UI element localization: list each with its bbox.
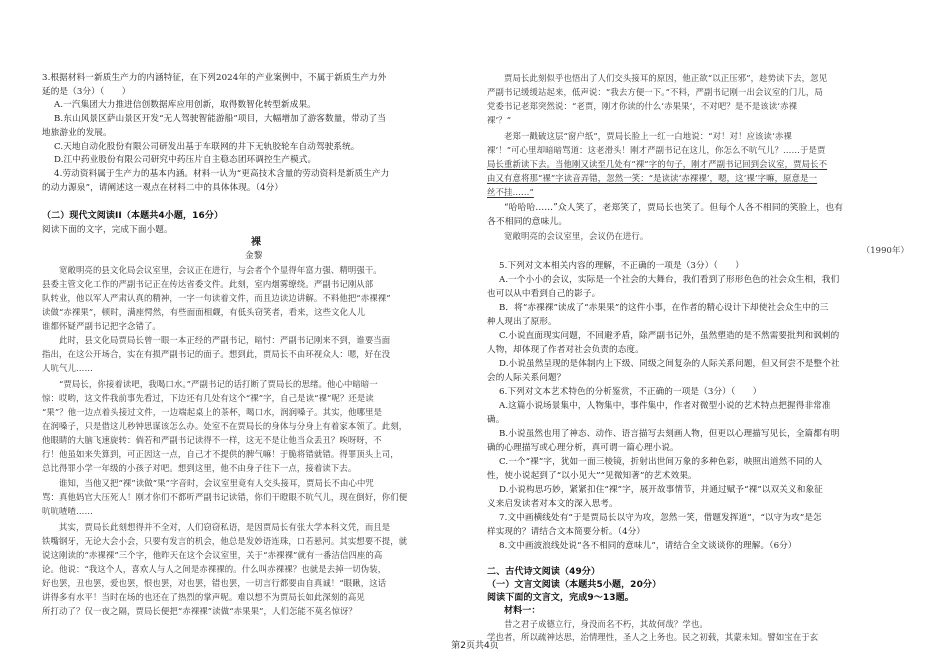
story-line: 队转业，他以军人严肃认真的精神，一字一句读着文件，而且边读边讲解。不料他把“赤裸裸” (42, 293, 391, 303)
q5-option-a: 也可以从中看到自己的影子。 (487, 289, 601, 299)
story-line: 其实，贾局长此刻想得并不全对，人们窃窃私语，是因贾局长有张大学本科文凭，而且是 (59, 522, 391, 532)
story-line: 严副书记缓缓站起来，低声说：“我去方便一下。”不料，严副书记刚一出会议室的门儿，局 (487, 87, 823, 97)
story-line: 惊：哎哟，这文件我前事先看过，下边还有几处有这个“裸”字，自己是读“裸”呢？还是读 (42, 393, 374, 403)
story-line: 行！他虽如来失算到，可正因这一点，自己才不提供的脾气嘛！于脆将错就错。得罪顶头上司， (42, 449, 399, 459)
section-instruction: 阅读下面的文字，完成下面小题。 (42, 225, 173, 235)
story-line: 县委主管文化工作的严副书记正在传达省委文件。此刻，室内烟雾缭绕。严副书记刚从部 (42, 279, 374, 289)
story-line: 指出，在这公开场合，实在有损严副书记的面子。想到此，贾局长不由环视众人：嗯，好在没 (42, 349, 391, 359)
story-line: 所打动了？仅一夜之隔，贾局长便把“赤裸裸”读做“赤果果”，人们怎能不莫名惊讶？ (42, 606, 357, 616)
story-line: 各不相同的意味儿。 (487, 217, 568, 227)
story-line: 人吭气儿…… (42, 363, 93, 373)
underlined-sentence: 由又有意将那“裸”字读音弄错，忽然一笑：“是读读‘赤裸裸’，嗯，这‘裸’字嘛，原意是一 (487, 173, 818, 183)
classical-text-line: 昔之君子成德立行，身没而名不朽，其故何哉？学也。 (504, 619, 708, 629)
story-title: 裸 (251, 237, 262, 248)
story-line: 老郑一戳破这层“窗户纸”，贾局长脸上一红一白地说：“对！对！应该读‘赤裸 (504, 131, 792, 141)
q6-option-d: 义来启发读者对本文的深入思考。 (487, 499, 618, 509)
q6-option-c: 性，使小说起到了“以小见大”“见微知著”的艺术效果。 (487, 471, 697, 481)
story-line: 党委书记老郑突然说：“老贾，刚才你读的什么‘赤果果’，不对吧？是不是该读‘赤裸 (487, 101, 798, 111)
story-author: 金黎 (245, 251, 263, 261)
story-line: 他眼睛的大脑飞速旋转：倘若和严副书记读得不一样，这无不是让他当众丢丑？唉呀呀，不 (42, 435, 382, 445)
q5-option-b: B．将“赤裸裸”读成了“赤果果”的这件小事，在作者的精心设计下却使社会众生中的三 (499, 303, 829, 313)
story-line: 谁知，当他又把“裸”读做“果”字音时，会议室里竟有人交头接耳，贾局长不由心中咒 (59, 478, 374, 488)
q5-stem: 5.下列对文本相关内容的理解，不正确的一项是（3分）（ ） (499, 261, 744, 271)
q7-stem: 7.文中画横线处有“于是贾局长以守为攻，忽然一笑，借题发挥道”，“以守为攻”是怎 (499, 513, 822, 523)
q6-option-b: B.小说虽然也用了神态、动作、语言描写去刻画人物，但更以心理描写见长，全篇都有明 (499, 429, 840, 439)
q3-stem: 3.根据材料一新质生产力的内涵特征，在下列2024年的产业案例中，不属于新质生产力外 (42, 73, 387, 83)
q4-stem: 4.劳动资料属于生产力的基本内涵。材料一认为“更高技术含量的劳动资料是新质生产力 (54, 169, 390, 179)
q4-stem: 的动力源泉”，请阐述这一观点在材料二中的具体体现。（4分） (42, 183, 284, 193)
section-heading: （二）现代文阅读II（本题共4小题，16分） (42, 211, 224, 221)
story-line: 在润嗓子，只是借这儿秒钟思谋该怎么办。处室不在贾局长的身体与分身上有着家本领了。此刻， (42, 421, 408, 431)
q5-option-d: D.小说虽然呈现的是体制内上下级、同级之间复杂的人际关系问题，但又何尝不是整个社 (499, 359, 840, 369)
story-line: 谁都怀疑严副书记把字念错了。 (42, 321, 161, 331)
q3-option-c: C.天地自动化股份有限公司研发出基于车联网的井下无轨胶轮车自动驾驶系统。 (54, 142, 360, 152)
story-line: 裸’？” (487, 115, 512, 125)
q3-option-b: 地旅游业的发展。 (42, 128, 112, 138)
story-line: “果”？他一边点着头接过文件，一边端起桌上的茶杯，喝口水，润润嗓子。其实，他哪里是 (42, 407, 383, 417)
q3-option-d: D.江中药业股份有限公司研究中药压片自主稳态团环调控生产模式。 (54, 155, 317, 165)
section-subheading: （一）文言文阅读（本题共5小题，20分） (487, 580, 662, 590)
story-line: 贾局长此刻似乎也悟出了人们交头接耳的原因，他正欲“以正压邪”，趁势读下去，忽见 (504, 73, 828, 83)
q6-option-a: 确。 (487, 415, 505, 425)
story-line: 宽敞明亮的会议室里，会议仍在进行。 (504, 231, 649, 241)
classical-text-line: 学也者，所以疏神达思，治情理性，圣人之上务也。民之初载，其蒙未知。譬如宝在于玄 (487, 632, 819, 642)
section-heading: 二、古代诗文阅读（49分） (487, 567, 601, 577)
q8-stem: 8.文中画波浪线处说“各不相同的意味儿”，请结合全文谈谈你的理解。（6分） (499, 541, 797, 551)
q5-option-a: A.一个小小的会议，实际是一个社会的大舞台，我们看到了形形色色的社会众生相，我们 (499, 275, 840, 285)
story-year: （1990年） (861, 245, 909, 255)
q6-option-b: 确的心理描写或心理分析，真可谓一篇心理小说。 (487, 443, 679, 453)
story-line: 总比得罪小学一年级的小孩子对吧。想到这里，他不由身子往下一点，接着读下去。 (42, 463, 357, 473)
story-line: 读做“赤裸果”，顿时，满座愕然，有些面面相觑，有低头窃笑者，看来，这些文化人儿 (42, 307, 366, 317)
story-line: 好也罢，丑也罢，爱也罢，恨也罢，对也罢，错也罢，一切言行都要由自真诚！”眼瞅，这话 (42, 578, 387, 588)
q6-option-a: A.这篇小说场景集中，人物集中，事件集中，作者对微型小说的艺术特点把握得非常准 (499, 401, 831, 411)
q7-stem: 样实现的？请结合文本简要分析。（4分） (487, 527, 646, 537)
story-line: 骂：真他妈官大压死人！刚才你们不都听严副书记读错，你们干瞪眼不吭气儿，现在倒好，你们便 (42, 492, 408, 502)
q5-option-c: 人物，却体现了作者对社会负责的态度。 (487, 345, 644, 355)
section-instruction: 阅读下面的文言文，完成9～13题。 (487, 593, 634, 603)
story-line: 说这刚读的“赤裸裸”三个字，他昨天在这个会议室里，关于“赤裸裸”就有一番洁信四座的高 (42, 550, 383, 560)
q5-option-b: 种人现出了原形。 (487, 317, 557, 327)
q5-option-c: C.小说直面现实问题，不回避矛盾，除严副书记外，虽然塑造的是不然需要批判和讽刺的 (499, 331, 840, 341)
q6-option-c: C.一个“裸”字，犹如一面三棱镜，折射出世间万象的多种色彩，映照出道然不同的人 (499, 457, 823, 467)
story-line: 铁嘴钢牙，无论大会小会，只要有发言的机会，他总是发妙语连珠，口若悬河。其实想要不提，就 (42, 536, 408, 546)
q6-stem: 6.下列对文本艺术特色的分析鉴赏，不正确的一项是（3分）（ ） (499, 387, 762, 397)
q3-option-b: B.东山风景区萨山景区开发“无人驾驶智能游船”项目，大幅增加了游客数量，带动了当 (54, 114, 387, 124)
story-line: 此时，县文化局贾局长曾一眼一本正经的严副书记，暗忖：严副书记刚来不到，谁要当面 (59, 335, 391, 345)
story-line: “贾局长，你接着读吧，我喝口水。”严副书记的话打断了贾局长的思绪。他心中暗暗一 (59, 379, 378, 389)
story-line: 吭吭喳喳…… (42, 506, 93, 516)
story-line: 裸’！”可心里却暗暗骂道：这老滑头！刚才严副书记在这儿，你怎么不吭气儿？……于是贾 (487, 145, 826, 155)
q3-option-a: A.一汽集团大力推进信创数据库应用创新，取得数智化转型新成果。 (54, 100, 316, 110)
page-footer: 第2页共4页 (451, 641, 499, 651)
underlined-sentence: 局长重新读下去。当他刚又读至几处有“裸”字的句子，刚才严副书记回到会议室，贾局长不 (487, 159, 828, 169)
q6-option-d: D.小说构思巧妙，紧紧扣住“裸”字，展开故事情节，并通过赋予“裸”以双关义和象征 (499, 485, 823, 495)
q3-stem: 延的是（3分）（ ） (42, 87, 131, 97)
story-line: 论。他说：“我这个人，喜欢人与人之间是赤裸裸的。什么叫赤裸裸？也就是去掉一切伪装， (42, 564, 387, 574)
underlined-sentence: 丝不挂……” (487, 187, 534, 197)
story-line: “哈哈哈……”众人笑了，老郑笑了，贾局长也笑了。但每个人各不相同的笑脸上，也有 (504, 203, 844, 213)
story-line: 宽敞明亮的县文化局会议室里，会议正在进行，与会者个个显得年富力强、精明强干。 (59, 265, 382, 275)
material-label: 材料一： (504, 606, 541, 616)
story-line: 讲得多有水平！当时在场的也还在了热烈的掌声呢。难以想不为贾局长如此深刻的高见 (42, 592, 365, 602)
q5-option-d: 会的人际关系问题？ (487, 373, 566, 383)
